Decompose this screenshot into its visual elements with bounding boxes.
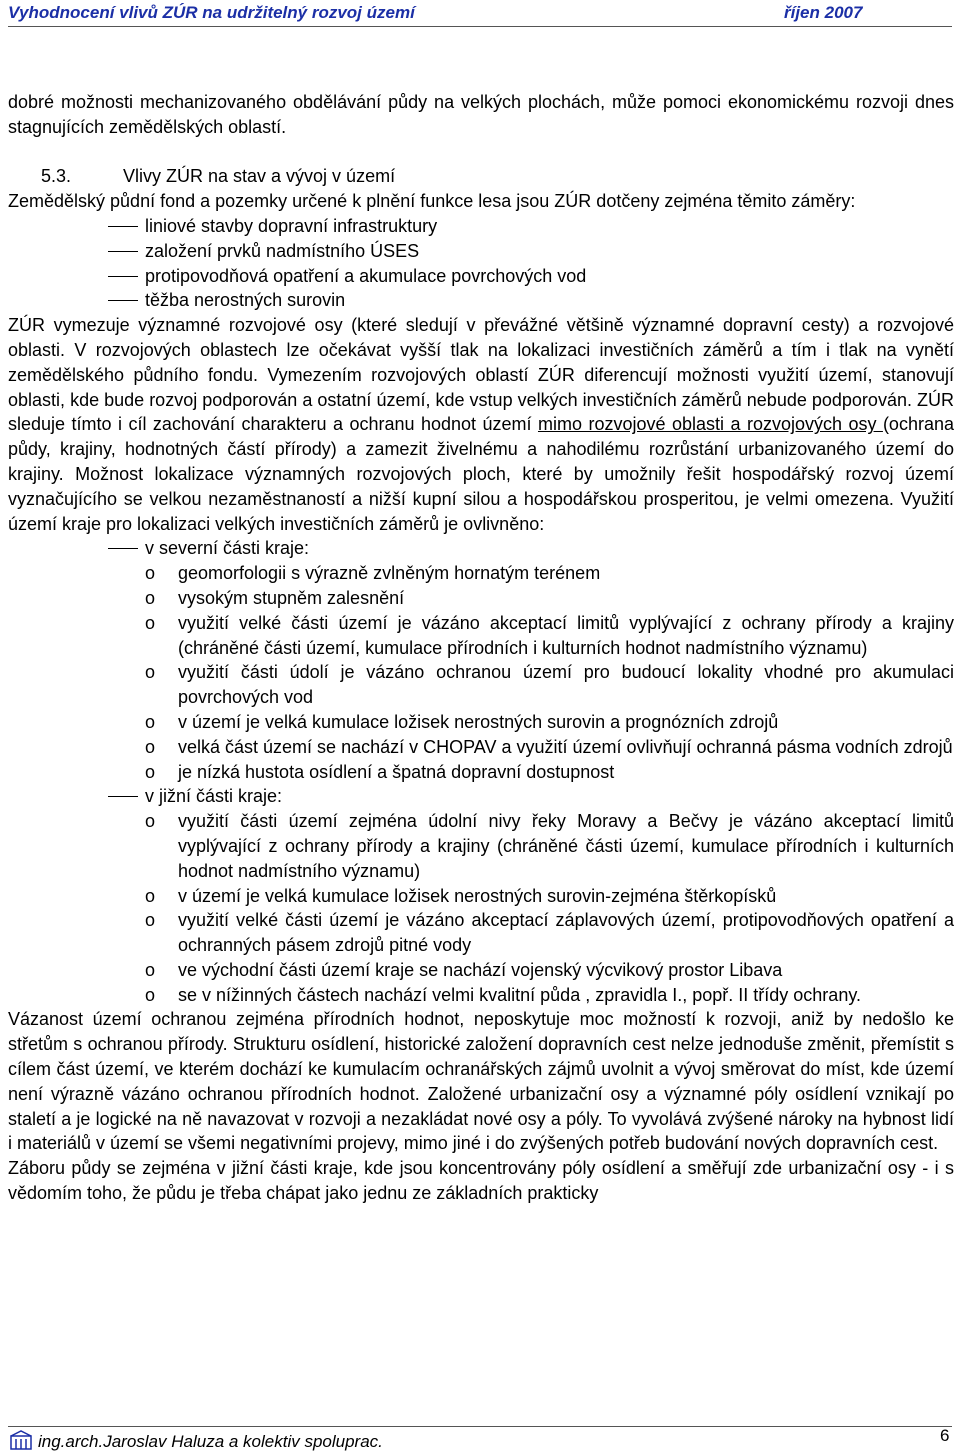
item-text: využití velké části území je vázáno akceptací záplavových území, protipovodňových opatření a ochranných pásem zdrojů pitné vody	[178, 910, 954, 956]
list-item	[8, 561, 954, 586]
page-number: 6	[940, 1426, 950, 1445]
building-logo-icon	[10, 1430, 32, 1450]
region-south-label: v jižní části kraje:	[145, 786, 283, 807]
list-item	[8, 586, 954, 611]
item-text: je nízká hustota osídlení a špatná dopravní dostupnost	[178, 761, 615, 782]
bullet: o	[145, 736, 156, 757]
section-title: Vlivy ZÚR na stav a vývoj v území	[123, 166, 396, 187]
list-item: protipovodňová opatření a akumulace povrchových vod	[8, 264, 954, 289]
paragraph-development-axes	[8, 313, 954, 536]
bullet: o	[145, 984, 156, 1005]
region-south	[8, 784, 954, 1007]
bullet: o	[145, 711, 156, 732]
spacer	[8, 140, 954, 165]
dash-bullet	[108, 796, 138, 797]
bullet: o	[145, 587, 156, 608]
paragraph-zpf-impacts: Zemědělský půdní fond a pozemky určené k plnění funkce lesa jsou ZÚR dotčeny zejména těmito záměry:	[8, 191, 856, 212]
impact-list	[8, 214, 954, 313]
item-text: využití velké části území je vázáno akceptací limitů vyplývající z ochrany přírody a krajiny (chráněné části území, kumulace přírodních i kulturních hodnot nadmístního významu)	[178, 612, 954, 658]
footer-author: ing.arch.Jaroslav Haluza a kolektiv spoluprac.	[38, 1432, 383, 1451]
item-text: velká část území se nachází v CHOPAV a využití území ovlivňují ochranná pásma vodních zdrojů	[178, 736, 953, 757]
bullet: o	[145, 612, 156, 633]
section-number: 5.3.	[41, 166, 72, 187]
para2-text-a: ZÚR vymezuje významné rozvojové osy (které sledují v převážné většině významné dopravní cesty) a rozvojové oblasti. V rozvojových oblastech lze očekávat vyšší tlak na lokalizaci investičních záměrů a tím i tlak na vynětí zemědělského půdního fondu. Vymezením rozvojových oblastí ZÚR diferencují možnosti využití území, stanovují oblasti, kde bude rozvoj podporován a ostatní území, kde vstup velkých investičních záměrů nebude podporován. ZÚR sleduje tímto i cíl zachování charakteru a ochranu hodnot území	[8, 315, 954, 435]
list-item	[8, 760, 954, 785]
region-list	[8, 536, 954, 1007]
intro-paragraph: dobré možnosti mechanizovaného obdělávání půdy na velkých plochách, může pomoci ekonomickému rozvoji dnes stagnujících zemědělských oblastí.	[8, 92, 954, 137]
north-constraints-list	[145, 561, 954, 784]
list-item	[8, 908, 954, 958]
bullet: o	[145, 662, 156, 683]
list-item: liniové stavby dopravní infrastruktury	[8, 214, 954, 239]
list-item	[8, 660, 954, 710]
list-item: založení prvků nadmístního ÚSES	[8, 239, 954, 264]
header-rule	[8, 26, 952, 27]
paragraph-land-take: Záboru půdy se zejména v jižní části kraje, kde jsou koncentrovány póly osídlení a směřují zde urbanizační osy - i s vědomím toho, že půdu je třeba chápat jako jednu ze základních prakticky	[8, 1158, 954, 1204]
paragraph-nature-constraints: Vázanost území ochranou zejména přírodních hodnot, neposkytuje moc možností k rozvoji, aniž by nedošlo ke střetům s ochranou přírody. Strukturu osídlení, historické založení dopravních cest nelze jednoduše změnit, přemístit s cílem část území, ve kterém dochází ke kumulacím ochranářských zájmů uvolnit a vývoj směrovat do míst, kde území není výrazně vázáno ochranou přírodních hodnot. Založené urbanizační osy a významné póly osídlení vznikají po staletí a je logické na ně navazovat v rozvoji a nezakládat nové osy a póly. To vyvolává zvýšené nároky na hybnost lidí i materiálů v území se všemi negativními projevy, mimo jiné i do zvýšených potřeb budování nových dopravních cest.	[8, 1009, 954, 1154]
item-text: v území je velká kumulace ložisek nerostných surovin-zejména štěrkopísků	[178, 885, 777, 906]
item-text: využití části údolí je vázáno ochranou území pro budoucí lokality vhodné pro akumulaci povrchových vod	[178, 662, 954, 708]
section-heading	[8, 164, 954, 189]
bullet: o	[145, 910, 156, 931]
bullet: o	[145, 959, 156, 980]
page-footer	[0, 1418, 960, 1454]
dash-bullet	[108, 548, 138, 549]
item-text: využití části území zejména údolní nivy řeky Moravy a Bečvy je vázáno akceptací limitů vyplývající z ochrany přírody a krajiny (chráněné části území, kumulace přírodních i kulturních hodnot nadmístního významu)	[178, 811, 954, 881]
bullet: o	[145, 563, 156, 584]
item-text: vysokým stupněm zalesnění	[178, 587, 405, 608]
list-item	[8, 710, 954, 735]
document-body	[8, 90, 954, 1206]
page-header	[8, 0, 952, 30]
para2-text-b: (ochrana půdy, krajiny, hodnotných částí přírody) a zamezit živelnému a nahodilému rozrůstání urbanizovaného území do krajiny. Možnost lokalizace významných rozvojových ploch, které by umožnily řešit hospodářský rozvoj území vyznačujícího se velkou nezaměstnaností a nižší kupní silou a hospodářskou prosperitou, je velmi omezena. Využití území kraje pro lokalizaci velkých investičních záměrů je ovlivněno:	[8, 414, 954, 534]
footer-rule	[8, 1426, 952, 1427]
list-item	[8, 884, 954, 909]
item-text: ve východní části území kraje se nachází vojenský výcvikový prostor Libava	[178, 959, 783, 980]
bullet: o	[145, 761, 156, 782]
list-item	[8, 735, 954, 760]
list-item	[8, 983, 954, 1008]
header-title: Vyhodnocení vlivů ZÚR na udržitelný rozvoj území	[8, 3, 415, 22]
item-text: v území je velká kumulace ložisek nerostných surovin a prognózních zdrojů	[178, 711, 779, 732]
header-date: říjen 2007	[784, 3, 863, 22]
list-item	[8, 809, 954, 883]
region-north	[8, 536, 954, 784]
item-text: se v nížinných částech nachází velmi kvalitní půda , zpravidla I., popř. II třídy ochrany.	[178, 984, 861, 1005]
bullet: o	[145, 885, 156, 906]
list-item	[8, 611, 954, 661]
region-north-label: v severní části kraje:	[145, 538, 310, 559]
bullet: o	[145, 811, 156, 832]
list-item	[8, 958, 954, 983]
item-text: geomorfologii s výrazně zvlněným hornatým terénem	[178, 563, 601, 584]
para2-underlined-text: mimo rozvojové oblasti a rozvojových osy	[537, 414, 883, 435]
south-constraints-list	[145, 809, 954, 1007]
list-item: těžba nerostných surovin	[8, 288, 954, 313]
